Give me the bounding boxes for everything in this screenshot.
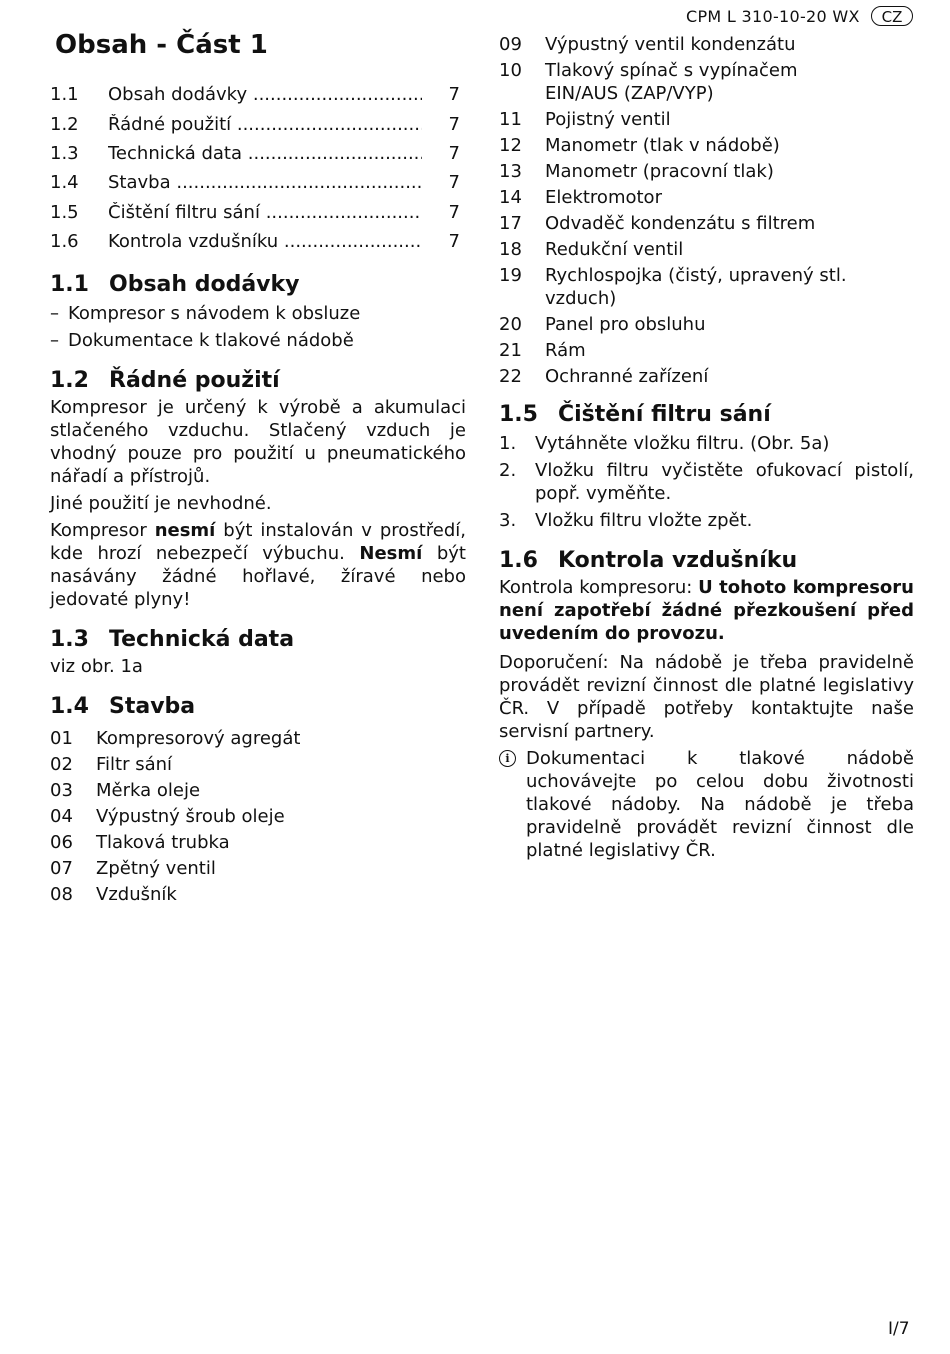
section-title: Technická data [109, 627, 295, 653]
list-item: 10 Tlakový spínač s vypínačem EIN/AUS (ZAP/VYP) [499, 60, 798, 104]
left-column [50, 28, 466, 908]
list-item: 18 Redukční ventil [499, 239, 684, 260]
list-item: 04 Výpustný šroub oleje [50, 806, 285, 828]
section-number: 1.1 [50, 272, 89, 298]
list-item: 1. Vytáhněte vložku filtru. (Obr. 5a) [499, 433, 830, 454]
toc-num: 1.3 [50, 142, 79, 164]
list-item: – Dokumentace k tlakové nádobě [50, 330, 354, 352]
section-heading-1-6 [499, 546, 914, 576]
list-item: 03 Měrka oleje [50, 780, 201, 802]
toc-label: Řádné použití ..... [108, 114, 422, 135]
toc-num: 1.5 [50, 201, 79, 223]
toc-label: Stavba ..... [108, 172, 422, 193]
section-title: Řádné použití [109, 368, 280, 394]
toc-num: 1.1 [50, 84, 79, 106]
paragraph: Kontrola kompresoru: U tohoto kompresoru není zapotřebí žádné přezkoušení před uvedením do provozu. [499, 577, 914, 644]
list-item: – Kompresor s návodem k obsluze [50, 303, 361, 325]
toc-num: 1.2 [50, 113, 79, 135]
list-item: 08 Vzdušník [50, 884, 177, 906]
toc-num: 1.6 [50, 231, 79, 253]
list-item: 19 Rychlospojka (čistý, upravený stl. vzduch) [499, 265, 847, 309]
toc-label: Kontrola vzdušníku ..... [108, 231, 422, 252]
toc-label: Technická data ..... [108, 143, 422, 164]
section-number: 1.2 [50, 368, 89, 394]
toc-label: Obsah dodávky ..... [108, 84, 422, 105]
page-number: I/7 [888, 1319, 910, 1339]
section-title: Obsah dodávky [109, 272, 300, 298]
paragraph: Doporučení: Na nádobě je třeba pravidelně provádět revizní činnost dle platné legislativy ČR. V případě potřeby kontaktujte naše servisní partnery. [499, 652, 914, 742]
section-number: 1.4 [50, 694, 89, 720]
section-number: 1.6 [499, 548, 538, 573]
section-title: Stavba [109, 694, 196, 720]
toc-label: Čištění filtru sání ..... [108, 202, 422, 223]
list-item: 22 Ochranné zařízení [499, 366, 709, 387]
page-title: Obsah - Část 1 [55, 30, 268, 60]
list-item: 01 Kompresorový agregát [50, 728, 301, 750]
emphasis: U tohoto kompresoru není zapotřebí žádné přezkoušení před uvedením do provozu. [499, 577, 914, 644]
list-item: 12 Manometr (tlak v nádobě) [499, 135, 780, 156]
section-heading-1-1 [50, 270, 466, 300]
list-item: 09 Výpustný ventil kondenzátu [499, 34, 796, 55]
cleaning-steps [499, 432, 914, 532]
model-header: CPM L 310-10-20 WX [686, 7, 860, 26]
paragraph: Jiné použití je nevhodné. [50, 493, 272, 515]
list-item: 21 Rám [499, 340, 586, 361]
toc-page: 7 [448, 172, 460, 194]
right-column [499, 33, 914, 862]
emphasis: Nesmí [359, 543, 423, 565]
list-item: 11 Pojistný ventil [499, 109, 671, 130]
list-item: 17 Odvaděč kondenzátu s filtrem [499, 213, 816, 234]
section-heading-1-2 [50, 366, 466, 396]
list-item: 06 Tlaková trubka [50, 832, 230, 854]
section-heading-1-5 [499, 400, 914, 430]
toc-num: 1.4 [50, 172, 79, 194]
section-title: Čištění filtru sání [558, 402, 771, 427]
info-icon: i [499, 747, 526, 862]
toc-row[interactable] [50, 168, 466, 197]
list-item: 3. Vložku filtru vložte zpět. [499, 510, 753, 531]
delivery-list [50, 300, 466, 354]
info-note [499, 747, 914, 862]
info-note-text: Dokumentaci k tlakové nádobě uchovávejte po celou dobu životnosti tlakové nádoby. Na nádobě je třeba pravidelně provádět revizní činnost dle platné legislativy ČR. [526, 748, 914, 861]
list-item: 13 Manometr (pracovní tlak) [499, 161, 774, 182]
toc-row[interactable] [50, 227, 466, 256]
list-item: 07 Zpětný ventil [50, 858, 216, 880]
emphasis: nesmí [154, 520, 216, 542]
paragraph: viz obr. 1a [50, 656, 143, 678]
paragraph: Kompresor je určený k výrobě a akumulaci stlačeného vzduchu. Stlačený vzduch je vhodný pouze pro použití u pneumatického nářadí a přístrojů. [50, 397, 466, 488]
parts-list-continued [499, 33, 914, 388]
toc-page: 7 [448, 201, 460, 223]
parts-list [50, 726, 466, 908]
toc-row[interactable] [50, 80, 466, 109]
list-item: 20 Panel pro obsluhu [499, 314, 706, 335]
toc-page: 7 [448, 231, 460, 253]
table-of-contents [50, 80, 466, 256]
toc-page: 7 [448, 84, 460, 106]
list-item: 2. Vložku filtru vyčistěte ofukovací pistolí, popř. vyměňte. [499, 460, 914, 504]
section-heading-1-3 [50, 625, 466, 655]
paragraph-warning: Kompresor nesmí být instalován v prostředí, kde hrozí nebezpečí výbuchu. Nesmí být nasávány žádné hořlavé, žíravé nebo jedovaté plyny! [50, 520, 466, 611]
toc-page: 7 [448, 113, 460, 135]
list-item: 14 Elektromotor [499, 187, 662, 208]
toc-row[interactable] [50, 109, 466, 138]
section-number: 1.5 [499, 402, 538, 427]
language-badge: CZ [871, 6, 913, 26]
section-heading-1-4 [50, 692, 466, 722]
toc-row[interactable] [50, 198, 466, 227]
list-item: 02 Filtr sání [50, 754, 173, 776]
section-number: 1.3 [50, 627, 89, 653]
toc-page: 7 [448, 142, 460, 164]
section-title: Kontrola vzdušníku [558, 548, 798, 573]
toc-row[interactable] [50, 139, 466, 168]
